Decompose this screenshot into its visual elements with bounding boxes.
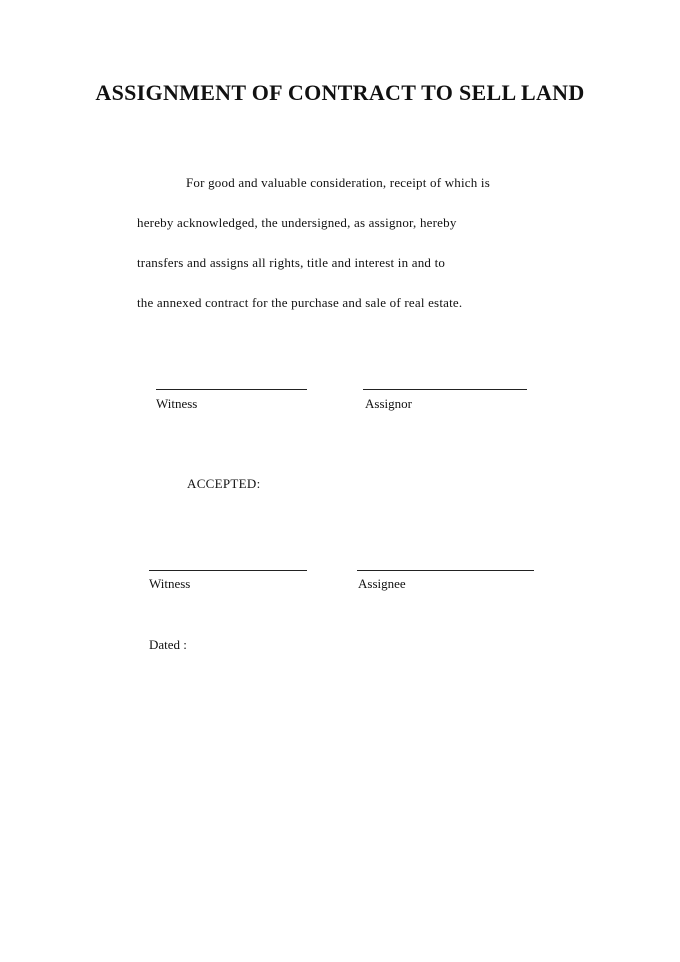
assignor-label: Assignor [365,396,412,411]
assignee-signature-line [357,570,534,571]
paragraph-line-3: transfers and assigns all rights, title and interest in and to [137,255,446,270]
document-title: ASSIGNMENT OF CONTRACT TO SELL LAND [95,80,585,105]
paragraph-line-2: hereby acknowledged, the undersigned, as assignor, hereby [137,215,457,230]
assignee-label: Assignee [358,576,406,591]
dated-label: Dated : [149,637,187,652]
witness-signature-line-top [156,389,307,390]
witness-label-bottom: Witness [149,576,191,591]
paragraph-line-4: the annexed contract for the purchase and sale of real estate. [137,295,463,310]
assignor-signature-line [363,389,527,390]
paragraph-line-1: For good and valuable consideration, receipt of which is [186,175,490,190]
witness-label-top: Witness [156,396,198,411]
witness-signature-line-bottom [149,570,307,571]
accepted-label: ACCEPTED: [187,476,261,491]
